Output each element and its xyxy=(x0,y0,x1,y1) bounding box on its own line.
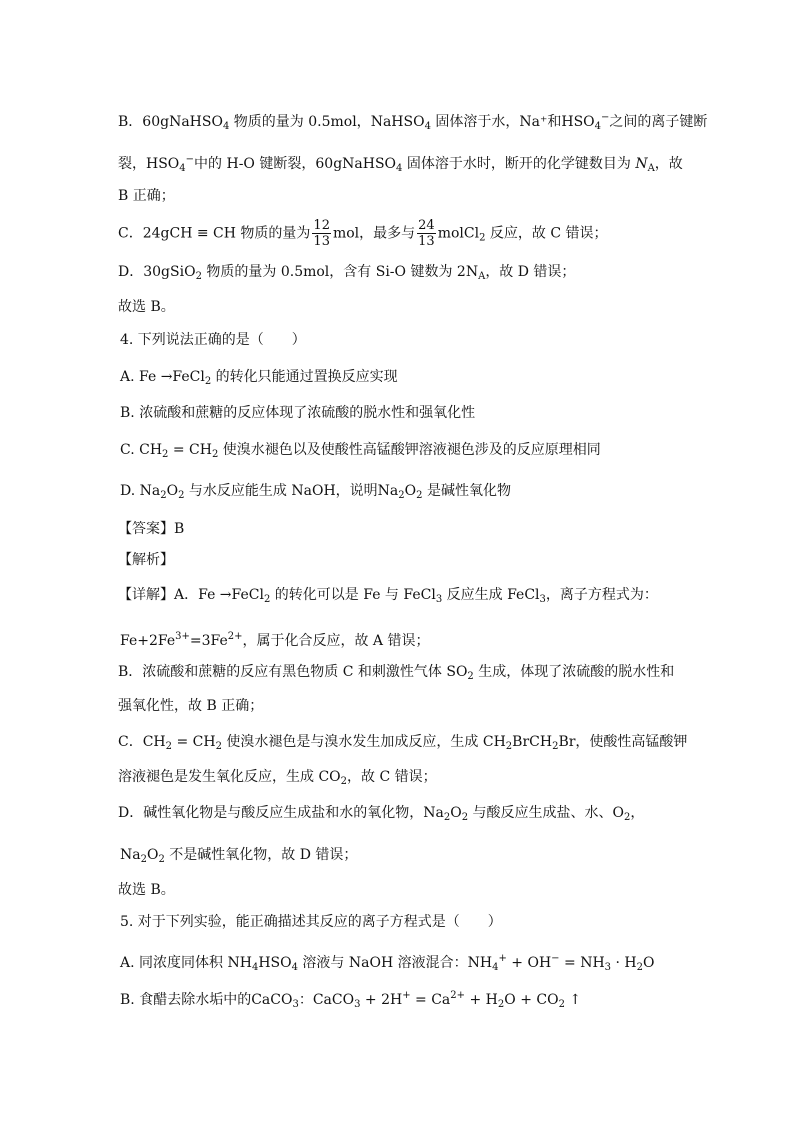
question-4: 4. 下列说法正确的是（ ） xyxy=(120,332,306,348)
analysis-label: 【解析】 xyxy=(118,552,174,568)
explanation-b-line-1: B．浓硫酸和蔗糖的反应有黑色物质 C 和刺激性气体 $SO_2$ 生成，体现了浓硫酸的脱水性和 xyxy=(118,664,675,682)
explanation-d-line-1: D．碱性氧化物是与酸反应生成盐和水的氧化物，$Na_2O_2$ 与酸反应生成盐、水、$O_2$， xyxy=(118,805,645,823)
explanation-a-line-2: $Fe+2Fe^{3+}=3Fe^{2+}$，属于化合反应，故 A 错误； xyxy=(120,631,430,649)
question-4-option-d: D. $Na_2O_2$ 与水反应能生成 NaOH，说明$Na_2O_2$ 是碱性氧化物 xyxy=(120,483,511,501)
option-b-line-3: B 正确； xyxy=(118,188,175,204)
question-5-option-b: B. 食醋去除水垢中的CaCO$_3$：CaCO$_3$ + $2H^+ = Ca^{2+} + H_2O + CO_2$ ↑ xyxy=(120,990,582,1010)
option-c-line: C．24gCH ≡ CH 物质的量为 $\frac{12}{13}$ mol，最多与 $\frac{24}{13}$ molCl$_2$ 反应，故 C 错误； xyxy=(118,218,608,249)
conclusion-1: 故选 B。 xyxy=(118,299,175,315)
explanation-a-line-1: 【详解】A．Fe →FeCl$_2$ 的转化可以是 Fe 与 FeCl$_3$ 反应生成 FeCl$_3$，离子方程式为： xyxy=(118,587,658,605)
question-4-option-b: B. 浓硫酸和蔗糖的反应体现了浓硫酸的脱水性和强氧化性 xyxy=(120,405,476,421)
explanation-b-line-2: 强氧化性，故 B 正确； xyxy=(118,698,264,714)
question-5: 5. 对于下列实验，能正确描述其反应的离子方程式是（ ） xyxy=(120,914,502,930)
option-b-line-1: B．60gNaHSO$_4$ 物质的量为 0.5mol，NaHSO$_4$ 固体溶于水，Na⁺和$HSO_4^-$之间的离子键断 xyxy=(118,112,708,132)
option-d-line: D．30gSiO$_2$ 物质的量为 0.5mol，含有 Si-O 键数为 $2N_A$，故 D 错误； xyxy=(118,264,576,282)
explanation-c-line-2: 溶液褪色是发生氧化反应，生成 $CO_2$，故 C 错误； xyxy=(118,769,437,787)
explanation-d-line-2: $Na_2O_2$ 不是碱性氧化物，故 D 错误； xyxy=(120,847,358,865)
question-5-option-a: A. 同浓度同体积 $NH_4HSO_4$ 溶液与 NaOH 溶液混合：$NH_4^+ + OH^- = NH_3 \cdot H_2O$ xyxy=(120,953,655,973)
conclusion-2: 故选 B。 xyxy=(118,882,175,898)
question-4-option-a: A. Fe →FeCl$_2$ 的转化只能通过置换反应实现 xyxy=(120,369,398,387)
option-b-line-2: 裂，$HSO_4^-$中的 H-O 键断裂，60gNaHSO$_4$ 固体溶于水时，断开的化学键数目为 $N_A$，故 xyxy=(118,154,683,174)
fraction-24-13: $\frac{24}{13}$ xyxy=(418,218,435,249)
question-4-option-c: C. $CH_2 = CH_2$ 使溴水褪色以及使酸性高锰酸钾溶液褪色涉及的反应原理相同 xyxy=(120,442,601,460)
fraction-12-13: $\frac{12}{13}$ xyxy=(313,218,330,249)
answer-label: 【答案】B xyxy=(118,521,185,537)
explanation-c-line-1: C．$CH_2 = CH_2$ 使溴水褪色是与溴水发生加成反应，生成 $CH_2BrCH_2Br$，使酸性高锰酸钾 xyxy=(118,734,688,752)
